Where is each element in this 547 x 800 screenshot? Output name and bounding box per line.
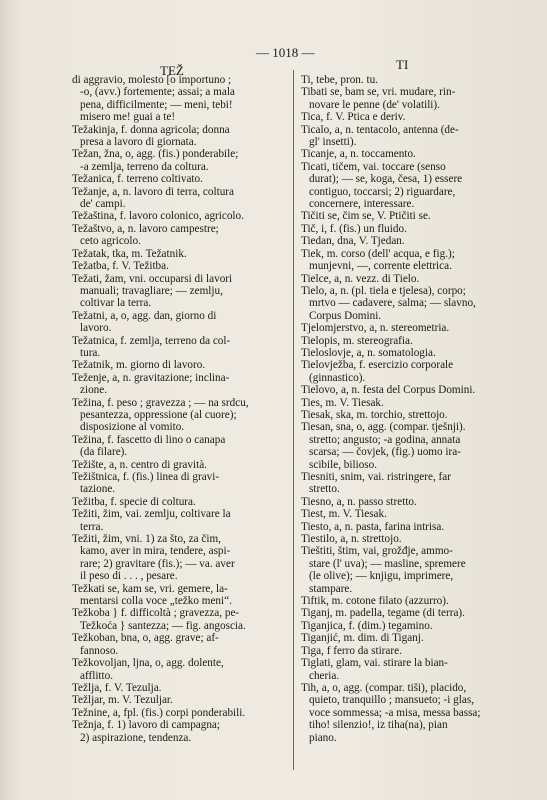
entry-line: 2) aspirazione, tendenza.	[80, 731, 192, 744]
entry-line: Tiga, f ferro da stirare.	[301, 644, 402, 657]
entry-line: scarsa; — čovjek, (fig.) uomo ira-	[309, 446, 461, 459]
dictionary-entry	[301, 397, 513, 409]
entry-line: Tielovježba, f. esercizio corporale	[301, 359, 454, 372]
dictionary-entry	[72, 583, 286, 608]
column-divider	[293, 70, 294, 770]
entry-line: Ticalo, a, n. tentacolo, antenna (de-	[301, 123, 459, 136]
entry-line: Tielopis, m. stereografia.	[301, 334, 413, 347]
entry-line: Tiesno, a, n. passo stretto.	[301, 495, 417, 508]
dictionary-entry	[301, 335, 513, 347]
entry-line: novare le penne (de' volatili).	[309, 98, 440, 111]
entry-line: Tih, a, o, agg. (compar. tiši), placido,	[301, 681, 467, 694]
entry-line: misero me! guai a te!	[80, 111, 176, 124]
entry-line: Tiedan, dna, V. Tjedan.	[301, 235, 405, 248]
dictionary-entry	[72, 335, 286, 360]
entry-line: Tiesniti, snim, vai. ristringere, far	[301, 471, 451, 483]
entry-line: Tiglati, glam, vai. stirare la bian-	[301, 657, 448, 670]
page-number: — 1018 —	[256, 45, 315, 60]
dictionary-entry	[72, 397, 286, 434]
dictionary-entry	[301, 409, 513, 421]
dictionary-entry	[301, 682, 513, 744]
dictionary-entry	[72, 533, 286, 583]
dictionary-entry	[301, 347, 513, 359]
entry-line: Težatnica, f. zemlja, terreno da col-	[72, 334, 231, 347]
entry-line: Težkoća } santezza; — fig. angoscia.	[80, 619, 246, 632]
entry-line: contiguo, toccarsi; 2) riguardare,	[309, 185, 456, 198]
entry-line: lavoro.	[80, 322, 112, 335]
entry-line: Težkovoljan, ljna, o, agg. dolente,	[72, 657, 224, 670]
entry-line: presa a lavoro di giornata.	[80, 136, 197, 149]
dictionary-entry	[301, 111, 513, 123]
entry-line: kamo, aver in mira, tendere, aspi-	[80, 545, 231, 558]
entry-line: stampare.	[309, 582, 353, 595]
entry-line: Tieštiti, štim, vai, grožđje, ammo-	[301, 545, 453, 558]
entry-line: Tiest, m. V. Tiesak.	[301, 508, 387, 521]
entry-line: tiho! silenzio!, iz tiha(na), pian	[309, 719, 448, 732]
dictionary-entry	[72, 223, 286, 248]
dictionary-entry	[301, 148, 513, 160]
entry-line: ceto agricolo.	[80, 235, 141, 248]
dictionary-entry	[72, 248, 286, 260]
dictionary-entry	[72, 173, 286, 185]
entry-line: stretto; angusto; -a godina, annata	[309, 433, 461, 446]
entry-line: Tiestilo, a, n. strettojo.	[301, 533, 402, 546]
entry-line: de' campi.	[80, 198, 126, 211]
dictionary-entry	[301, 74, 513, 86]
entry-line: durat); — se, koga, česa, 1) essere	[309, 173, 463, 186]
entry-line: Težatak, tka, m. Težatnik.	[72, 247, 187, 260]
entry-line: Težakinja, f. donna agricola; donna	[72, 123, 230, 136]
dictionary-entry	[72, 148, 286, 173]
entry-line: Teženje, a, n. gravitazione; inclina-	[72, 371, 230, 384]
entry-line: Težan, žna, o, agg. (fis.) ponderabile;	[72, 148, 239, 161]
entry-line: Tielovo, a, n. festa del Corpus Domini.	[301, 384, 476, 397]
dictionary-entry	[301, 595, 513, 607]
dictionary-entry	[301, 471, 513, 496]
header-right-guideword: TI	[396, 57, 409, 72]
dictionary-entry	[72, 682, 286, 694]
entry-line: Tieloslovje, a, n. somatologia.	[301, 346, 436, 359]
entry-line: Težiti, žim, vni. 1) za što, za čim,	[72, 533, 221, 546]
entry-line: Tielce, a, n. vezz. di Tielo.	[301, 272, 420, 285]
entry-line: Težaština, f. lavoro colonico, agricolo.	[72, 210, 244, 223]
entry-line: mrtvo — cadavere, salma; — slavno,	[309, 297, 476, 310]
entry-line: fannoso.	[80, 644, 119, 657]
entry-line: Težnine, a, fpl. (fis.) corpi ponderabili.	[72, 706, 246, 719]
entry-line: (ginnastico).	[309, 371, 366, 384]
dictionary-entry	[72, 632, 286, 657]
entry-line: Težati, žam, vni. occuparsi di lavori	[72, 272, 233, 285]
dictionary-entry	[301, 521, 513, 533]
entry-line: Tiftik, m. cotone filato (azzurro).	[301, 595, 449, 608]
entry-line: Težina, f. peso ; gravezza ; — na srdcu,	[72, 396, 249, 409]
dictionary-entry	[301, 632, 513, 644]
entry-line: Težatba, f. V. Težitba.	[72, 260, 169, 273]
entry-line: di aggravio, molesto [o importuno ;	[72, 74, 232, 86]
dictionary-entry	[72, 471, 286, 496]
entry-line: pesantezza, oppressione (al cuore);	[80, 408, 237, 421]
dictionary-entry	[72, 260, 286, 272]
entry-line: Corpus Domini.	[309, 309, 382, 322]
entry-line: Težištnica, f. (fis.) linea di gravi-	[72, 471, 220, 483]
entry-line: Težište, a, n. centro di gravità.	[72, 458, 207, 471]
dictionary-entry	[301, 359, 513, 384]
entry-line: rare; 2) gravitare (fis.); — va. aver	[80, 557, 235, 570]
dictionary-entry	[72, 273, 286, 310]
dictionary-entry	[301, 210, 513, 222]
entry-line: Težlja, f. V. Tezulja.	[72, 681, 162, 694]
dictionary-entry	[72, 707, 286, 719]
entry-line: Težkoban, bna, o, agg. grave; af-	[72, 632, 219, 645]
entry-line: Težkati se, kam se, vri. gemere, la-	[72, 582, 228, 595]
entry-line: pena, difficilmente; — meni, tebi!	[80, 98, 233, 111]
dictionary-entry	[301, 607, 513, 619]
dictionary-entry	[72, 372, 286, 397]
dictionary-entry	[72, 719, 286, 744]
entry-line: manuali; travagliare; — zemlju,	[80, 284, 223, 297]
dictionary-entry	[72, 508, 286, 533]
entry-line: Ties, m. V. Tiesak.	[301, 396, 384, 409]
entry-line: Težitba, f. specie di coltura.	[72, 495, 196, 508]
entry-line: (da filare).	[80, 446, 128, 459]
entry-line: coltivar la terra.	[80, 297, 152, 310]
entry-line: Tibati se, bam se, vri. mudare, rin-	[301, 86, 456, 99]
dictionary-entry	[301, 508, 513, 520]
page-header	[0, 45, 547, 78]
entry-line: piano.	[309, 731, 337, 744]
entry-line: Ti, tebe, pron. tu.	[301, 74, 378, 86]
entry-line: Tjelomjerstvo, a, n. stereometria.	[301, 322, 450, 335]
entry-line: scibile, bilioso.	[309, 458, 378, 471]
dictionary-entry	[72, 459, 286, 471]
entry-line: gl' insetti).	[309, 136, 357, 149]
dictionary-entry	[301, 545, 513, 595]
entry-line: Težatni, a, o, agg. dan, giorno di	[72, 309, 217, 322]
dictionary-entry	[72, 496, 286, 508]
dictionary-entry	[301, 86, 513, 111]
entry-line: Tič, i, f. (fis.) un fluido.	[301, 222, 407, 235]
dictionary-entry	[301, 322, 513, 334]
entry-line: Tiganjica, f. (dim.) tegamino.	[301, 619, 433, 632]
entry-line: Ticanje, a, n. toccamento.	[301, 148, 416, 161]
entry-line: cheria.	[309, 669, 340, 682]
dictionary-entry	[301, 248, 513, 273]
entry-line: tazione.	[80, 483, 116, 496]
entry-line: disposizione al vomito.	[80, 421, 185, 434]
dictionary-entry	[72, 74, 286, 124]
entry-line: Težanje, a, n. lavoro di terra, coltura	[72, 185, 234, 198]
entry-line: concernere, interessare.	[309, 198, 415, 211]
dictionary-entry	[301, 285, 513, 322]
dictionary-entry	[72, 210, 286, 222]
entry-line: Težljar, m. V. Tezuljar.	[72, 694, 173, 707]
dictionary-entry	[301, 223, 513, 235]
entry-line: stare (l' uva); — masline, spremere	[309, 557, 466, 570]
entry-line: stretto.	[309, 483, 340, 496]
entry-line: Tielo, a, n. (pl. tiela e tjelesa), corpo;	[301, 284, 466, 297]
entry-line: terra.	[80, 520, 104, 533]
entry-line: Težiti, žim, vai. zemlju, coltivare la	[72, 508, 231, 521]
dictionary-entry	[72, 186, 286, 211]
dictionary-entry	[301, 496, 513, 508]
entry-line: Težina, f. fascetto di lino o canapa	[72, 433, 226, 446]
dictionary-entry	[301, 657, 513, 682]
entry-line: Tica, f. V. Ptica e deriv.	[301, 111, 406, 124]
dictionary-entry	[72, 359, 286, 371]
dictionary-entry	[72, 124, 286, 149]
dictionary-entry	[72, 607, 286, 632]
right-column	[301, 74, 513, 744]
entry-line: quieto, tranquillo ; mansueto; -i glas,	[309, 694, 474, 707]
entry-line: munjevni, —, corrente elettrica.	[309, 260, 452, 273]
dictionary-entry	[301, 421, 513, 471]
dictionary-entry	[301, 645, 513, 657]
dictionary-entry	[72, 657, 286, 682]
entry-line: il peso di . . . , pesare.	[80, 570, 178, 583]
entry-line: Težkoba } f. difficoltà ; gravezza, pe-	[72, 607, 240, 620]
entry-line: afflitto.	[80, 669, 114, 682]
entry-line: (le olive); — knjigu, imprimere,	[309, 570, 454, 583]
entry-line: -o, (avv.) fortemente; assai; a mala	[80, 86, 235, 99]
entry-line: Težnja, f. 1) lavoro di campagna;	[72, 719, 221, 732]
dictionary-entry	[301, 384, 513, 396]
entry-line: Tiek, m. corso (dell' acqua, e fig.);	[301, 247, 455, 260]
entry-line: tura.	[80, 346, 101, 359]
entry-line: Tiganj, m. padella, tegame (di terra).	[301, 607, 465, 620]
entry-line: Tičiti se, čim se, V. Ptičiti se.	[301, 210, 431, 223]
dictionary-entry	[72, 694, 286, 706]
entry-line: Tiganjić, m. dim. di Tiganj.	[301, 632, 424, 645]
dictionary-entry	[301, 620, 513, 632]
entry-line: Težanica, f. terreno coltivato.	[72, 173, 203, 186]
entry-line: zione.	[80, 384, 108, 397]
header-left-guideword: TEŽ	[160, 63, 184, 78]
dictionary-entry	[301, 235, 513, 247]
entry-line: Težaštvo, a, n. lavoro campestre;	[72, 222, 219, 235]
entry-line: voce sommessa; -a misa, messa bassa;	[309, 706, 481, 719]
entry-line: Tiesan, sna, o, agg. (compar. tješnji).	[301, 421, 466, 434]
dictionary-entry	[72, 434, 286, 459]
entry-line: -a zemlja, terreno da coltura.	[80, 160, 209, 173]
dictionary-entry	[301, 124, 513, 149]
dictionary-entry	[301, 161, 513, 211]
entry-line: Tiesak, ska, m. torchio, strettojo.	[301, 408, 448, 421]
entry-line: mentarsi colla voce „težko meni“.	[80, 595, 232, 608]
dictionary-entry	[301, 273, 513, 285]
left-column	[72, 74, 286, 744]
entry-line: Tiesto, a, n. pasta, farina intrisa.	[301, 520, 445, 533]
entry-line: Ticati, tičem, vai. toccare (senso	[301, 160, 446, 173]
entry-line: Težatnik, m. giorno di lavoro.	[72, 359, 206, 372]
dictionary-entry	[72, 310, 286, 335]
dictionary-entry	[301, 533, 513, 545]
